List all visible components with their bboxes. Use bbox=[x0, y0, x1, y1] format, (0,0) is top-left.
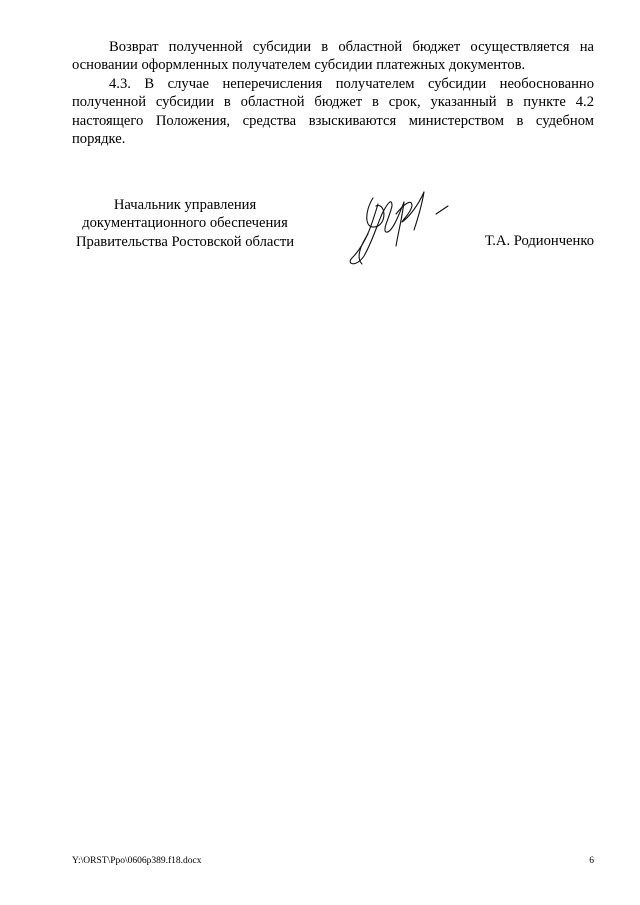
body-text bbox=[72, 38, 594, 148]
footer-page-number: 6 bbox=[589, 856, 594, 866]
paragraph-refund: Возврат полученной субсидии в областной бюджет осуществляется на основании оформленных получателем субсидии платежных документов. bbox=[72, 39, 594, 74]
signatory-position-line: Правительства Ростовской области bbox=[75, 233, 295, 250]
footer-file-path: Y:\ORST\Ppo\0606p389.f18.docx bbox=[72, 856, 202, 866]
signatory-position-line: Начальник управления bbox=[113, 197, 257, 213]
handwritten-signature bbox=[338, 184, 458, 274]
paragraph-4-3: 4.3. В случае неперечисления получателем субсидии необоснованно полученной субсидии в областной бюджет в срок, указанный в пункте 4.2 настоящего Положения, средства взыскиваются министерством в судебном порядке. bbox=[72, 75, 594, 148]
signatory-position bbox=[66, 196, 304, 251]
signatory-position-line: документационного обеспечения bbox=[82, 215, 288, 232]
signatory-name: Т.А. Родионченко bbox=[484, 233, 594, 249]
